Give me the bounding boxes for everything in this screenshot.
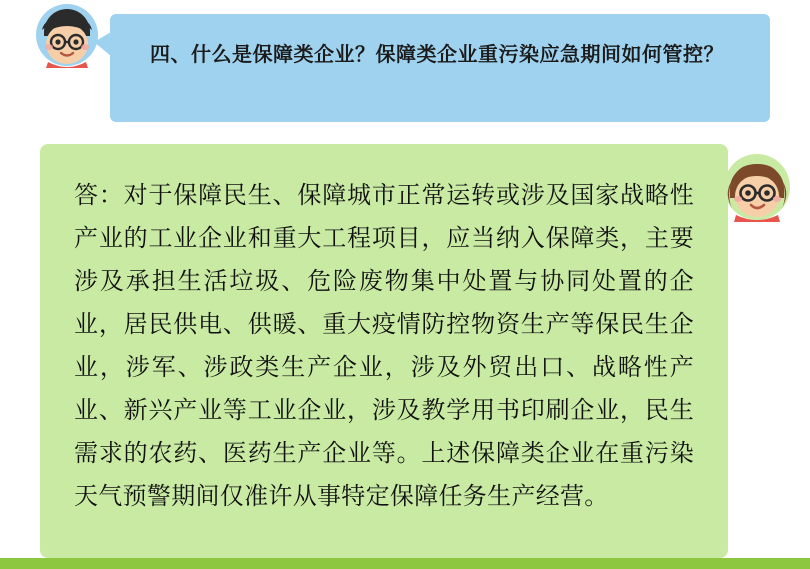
footer-bar [0,558,810,569]
question-text: 四、什么是保障类企业？保障类企业重污染应急期间如何管控？ [150,44,724,66]
question-bubble [110,14,770,122]
girl-avatar [722,152,792,222]
answer-bubble [40,144,728,558]
answer-text: 答：对于保障民生、保障城市正常运转或涉及国家战略性产业的工业企业和重大工程项目，应当纳入保障类，主要涉及承担生活垃圾、危险废物集中处置与协同处置的企业，居民供电、供暖、重大疫情防控物资生产等保民生企业，涉军、涉政类生产企业，涉及外贸出口、战略性产业、新兴产业等工业企业，涉及教学用书印刷企业，民生需求的农药、医药生产企业等。上述保障类企业在重污染天气预警期间仅准许从事特定保障任务生产经营。 [74,181,694,510]
question-bubble-tail [94,32,111,56]
boy-avatar [34,2,100,68]
